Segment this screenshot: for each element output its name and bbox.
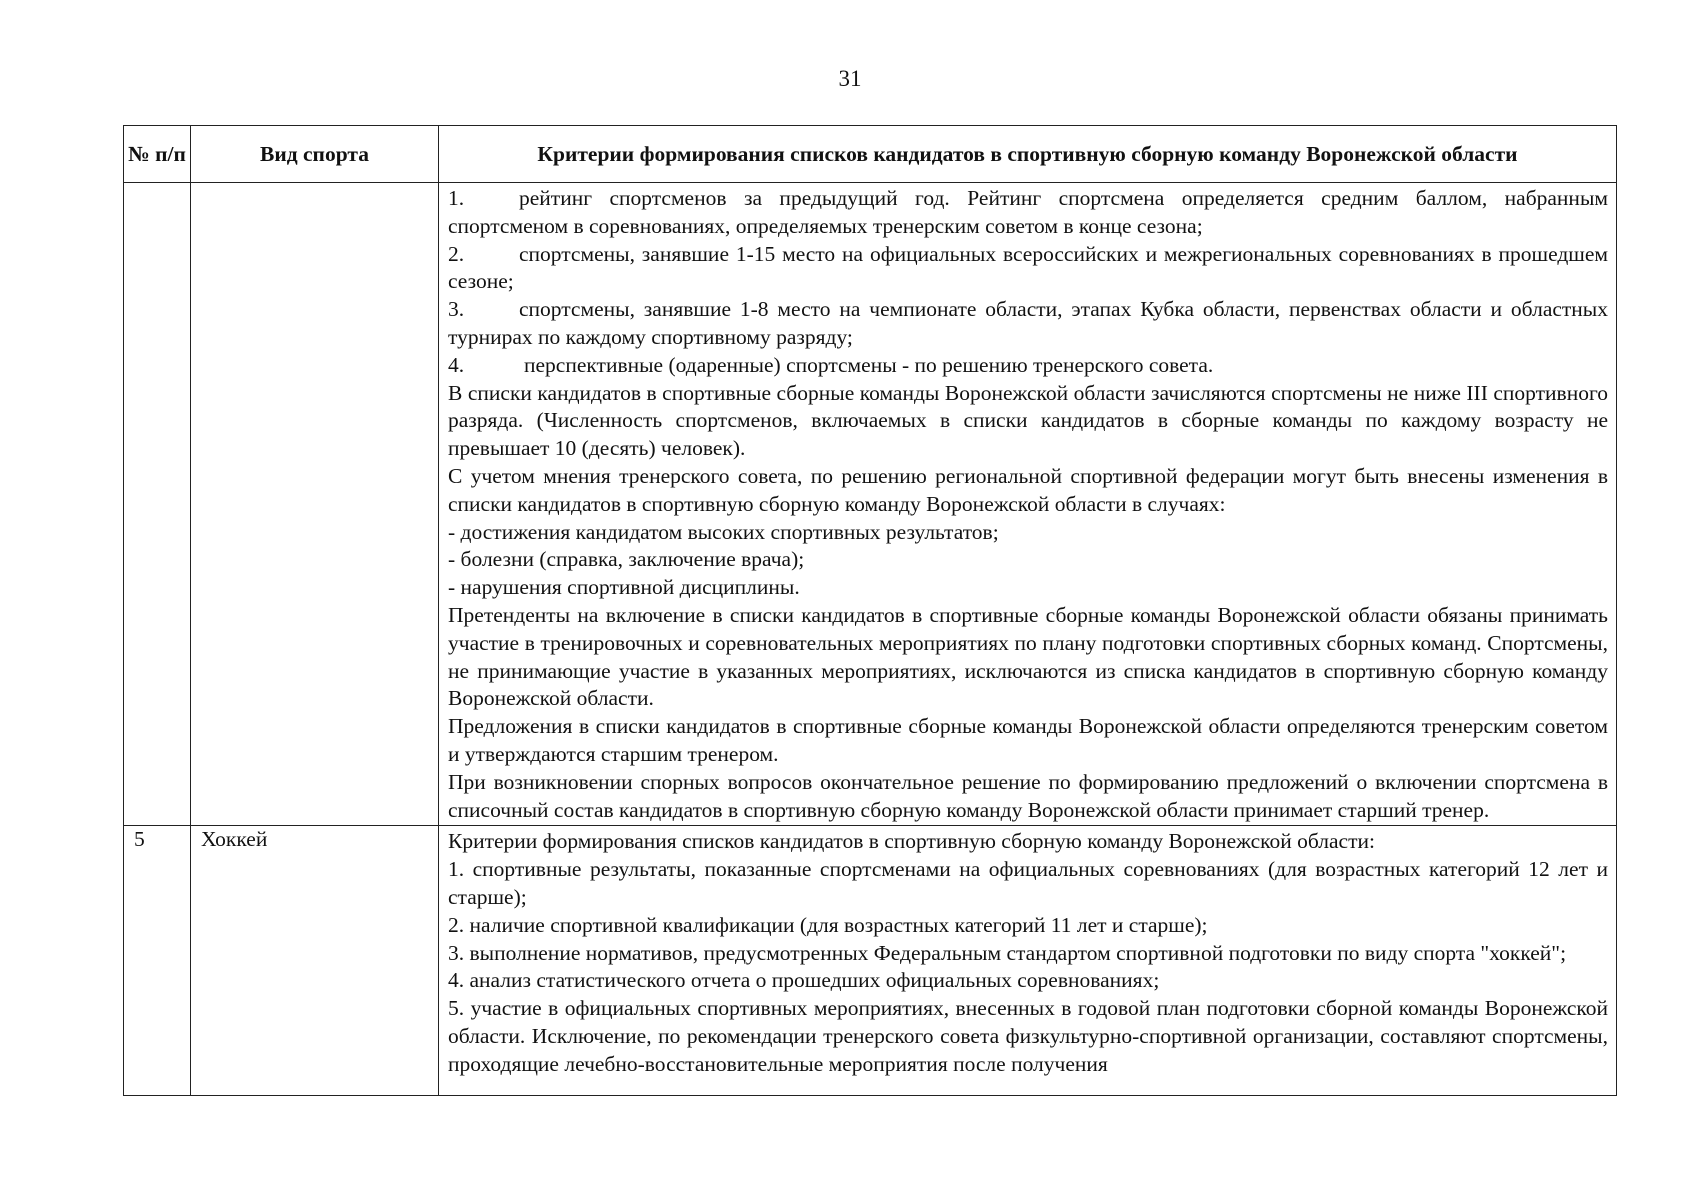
- header-num: № п/п: [124, 126, 191, 183]
- row-criteria: [439, 183, 1617, 826]
- row-sport: [191, 183, 439, 826]
- criteria-paragraph: - болезни (справка, заключение врача);: [448, 547, 805, 572]
- paragraph-text: спортсмены, занявшие 1-8 место на чемпионате области, этапах Кубка области, первенствах области и областных турнирах по каждому спортивному разряду;: [448, 297, 1608, 349]
- criteria-paragraph: Претенденты на включение в списки кандидатов в спортивные сборные команды Воронежской области обязаны принимать участие в тренировочных и соревновательных мероприятиях по плану подготовки спортивных сборных команд. Спортсмены, не принимающие участие в указанных мероприятиях, исключаются из списка кандидатов в спортивную сборную команду Воронежской области.: [448, 602, 1608, 711]
- criteria-table: [123, 125, 1617, 1096]
- criteria-paragraph: 5. участие в официальных спортивных мероприятиях, внесенных в годовой план подготовки сборной команды Воронежской области. Исключение, по рекомендации тренерского совета физкультурно-спортивной организации, составляют спортсмены, проходящие лечебно-восстановительные мероприятия после получения: [448, 996, 1608, 1076]
- criteria-paragraph: 1. спортивные результаты, показанные спортсменами на официальных соревнованиях (для возрастных категорий 12 лет и старше);: [448, 857, 1608, 909]
- paragraph-number: 1.: [448, 186, 465, 210]
- criteria-paragraph: [448, 185, 1608, 241]
- header-criteria: Критерии формирования списков кандидатов в спортивную сборную команду Воронежской области: [439, 126, 1617, 183]
- criteria-paragraph: 4. анализ статистического отчета о прошедших официальных соревнованиях;: [448, 968, 1160, 993]
- paragraph-text: спортсмены, занявшие 1-15 место на официальных всероссийских и межрегиональных соревнованиях в прошедшем сезоне;: [448, 241, 1608, 294]
- paragraph-text: рейтинг спортсменов за предыдущий год. Рейтинг спортсмена определяется средним баллом, набранным спортсменом в соревнованиях, определяемых тренерским советом в конце сезона;: [448, 186, 1608, 238]
- paragraph-number: 2.: [448, 241, 465, 266]
- criteria-paragraph: Критерии формирования списков кандидатов в спортивную сборную команду Воронежской области:: [448, 829, 1375, 854]
- criteria-paragraph: При возникновении спорных вопросов окончательное решение по формированию предложений о включении спортсмена в списочный состав кандидатов в спортивную сборную команду Воронежской области принимает старший тренер.: [448, 769, 1608, 822]
- row-num: [124, 183, 191, 826]
- criteria-paragraph: 2. наличие спортивной квалификации (для возрастных категорий 11 лет и старше);: [448, 912, 1208, 937]
- criteria-paragraph: - нарушения спортивной дисциплины.: [448, 575, 800, 600]
- paragraph-number: 3.: [448, 297, 465, 322]
- page-number: 31: [838, 66, 862, 91]
- paragraph-text: перспективные (одаренные) спортсмены - по решению тренерского совета.: [524, 352, 1214, 377]
- criteria-paragraph: - достижения кандидатом высоких спортивных результатов;: [448, 519, 999, 544]
- criteria-clip: [448, 828, 1608, 1094]
- criteria-paragraph: В списки кандидатов в спортивные сборные команды Воронежской области зачисляются спортсмены не ниже III спортивного разряда. (Численность спортсменов, включаемых в списки кандидатов в сборные команды по каждому возрасту не превышает 10 (десять) человек).: [448, 380, 1608, 461]
- criteria-paragraph: Предложения в списки кандидатов в спортивные сборные команды Воронежской области определяются тренерским советом и утверждаются старшим тренером.: [448, 714, 1608, 766]
- criteria-paragraph: [448, 296, 1608, 352]
- header-row: [124, 126, 1617, 183]
- header-sport: Вид спорта: [191, 126, 439, 183]
- row-sport: Хоккей: [191, 826, 439, 1096]
- criteria-paragraph: [448, 241, 1608, 297]
- criteria-paragraph: 3. выполнение нормативов, предусмотренных Федеральным стандартом спортивной подготовки по виду спорта "хоккей";: [448, 940, 1567, 965]
- row-num: 5: [124, 826, 191, 1096]
- paragraph-number: 4.: [448, 352, 465, 377]
- table-row: [124, 183, 1617, 826]
- table-row: [124, 826, 1617, 1096]
- criteria-paragraph: [448, 352, 1608, 380]
- row-criteria: [439, 826, 1617, 1096]
- criteria-paragraph: С учетом мнения тренерского совета, по решению региональной спортивной федерации могут быть внесены изменения в списки кандидатов в спортивную сборную команду Воронежской области в случаях:: [448, 463, 1608, 516]
